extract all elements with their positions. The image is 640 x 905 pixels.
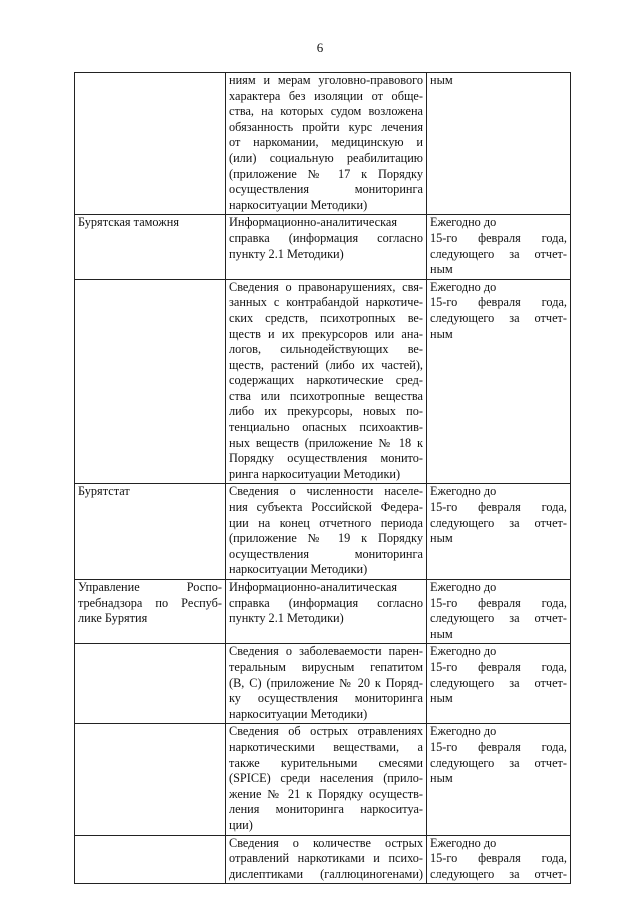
text-line: Ежегодно до (430, 279, 497, 294)
text-line: ления мониторинга наркоситуа- (229, 802, 423, 817)
text-line: 15-го февраля года, (430, 295, 567, 310)
table-row (75, 724, 571, 835)
text-line: следующего за отчет- (430, 755, 567, 770)
text-line: Порядку осуществления монито- (229, 451, 423, 466)
text-line: 15-го февраля года, (430, 230, 567, 245)
text-line: Сведения о заболеваемости парен- (229, 644, 423, 659)
text-line: Ежегодно до (430, 580, 497, 594)
text-line: ным (430, 73, 453, 87)
deadline-cell (427, 279, 571, 484)
text-line: 15-го февраля года, (430, 500, 567, 515)
text-line: Ежегодно до (430, 484, 497, 499)
deadline-cell (427, 580, 571, 644)
text-line: ным (430, 626, 453, 641)
text-line: ниям и мерам уголовно-правового (229, 73, 423, 87)
text-line: ния субъекта Российской Федера- (229, 500, 423, 515)
text-line: отравлений наркотиками и психо- (229, 851, 423, 866)
text-line: ным (430, 531, 453, 546)
text-line: 15-го февраля года, (430, 851, 567, 866)
document-cell (226, 580, 427, 644)
deadline-cell (427, 644, 571, 724)
text-line: ства или психотропные вещества (229, 388, 423, 403)
deadline-cell (427, 835, 571, 884)
text-line: следующего за отчет- (430, 675, 567, 690)
text-line: наркотическими веществами, а (229, 739, 423, 754)
text-line: ских средств, психотропных ве- (229, 310, 423, 325)
text-line: ществ и их прекурсоров или ана- (229, 326, 423, 341)
text-line: ства, на которых судом возложена (229, 104, 423, 119)
text-line: наркоситуации Методики) (229, 197, 368, 212)
text-line: Сведения об острых отравлениях (229, 724, 423, 739)
text-line: ществ, растений (либо их частей), (229, 357, 423, 372)
document-cell (226, 215, 427, 279)
text-line: теральным вирусным гепатитом (229, 659, 423, 674)
text-line: наркоситуации Методики) (229, 562, 368, 577)
text-line: либо их прекурсоры, новых по- (229, 404, 423, 419)
org-name-line: Управление Роспо- (78, 580, 222, 594)
text-line: ции на конец отчетного периода (229, 515, 423, 530)
text-line: 15-го февраля года, (430, 739, 567, 754)
text-line: 15-го февраля года, (430, 659, 567, 674)
text-line: ным (430, 262, 453, 277)
text-line: (или) социальную реабилитацию (229, 150, 423, 165)
text-line: следующего за отчет- (430, 515, 567, 530)
text-line: наркоситуации Методики) (229, 706, 368, 721)
text-line: осуществления мониторинга (229, 182, 423, 197)
monitoring-table (74, 72, 571, 884)
text-line: следующего за отчет- (430, 866, 567, 881)
text-line: ных веществ (приложение № 18 к (229, 435, 423, 450)
table-row (75, 73, 571, 215)
text-line: Информационно-аналитическая (229, 580, 397, 594)
text-line: Сведения о правонарушениях, свя- (229, 279, 423, 294)
deadline-cell (427, 73, 571, 215)
org-cell (75, 644, 226, 724)
text-line: жение № 21 к Порядку осуществ- (229, 786, 423, 801)
document-cell (226, 279, 427, 484)
page-number: 6 (316, 40, 324, 55)
document-cell (226, 724, 427, 835)
text-line: следующего за отчет- (430, 246, 567, 261)
text-line: Ежегодно до (430, 644, 497, 659)
text-line: от наркомании, медицинскую и (229, 135, 423, 150)
text-line: Ежегодно до (430, 835, 497, 850)
text-line: ным (430, 326, 453, 341)
org-name: Бурятстат (78, 484, 130, 499)
text-line: Ежегодно до (430, 724, 497, 739)
text-line: ринга наркоситуации Методики) (229, 466, 401, 481)
text-line: тенциально опасных психоактив- (229, 420, 423, 435)
text-line: (В, С) (приложение № 20 к Поряд- (229, 675, 423, 690)
text-line: логов, сильнодействующих ве- (229, 342, 423, 357)
text-line: следующего за отчет- (430, 310, 567, 325)
text-line: следующего за отчет- (430, 611, 567, 626)
org-cell (75, 279, 226, 484)
text-line: Ежегодно до (430, 215, 497, 230)
table-row (75, 835, 571, 884)
text-line: справка (информация согласно (229, 595, 423, 610)
org-cell (75, 215, 226, 279)
org-name: Бурятская таможня (78, 215, 180, 230)
text-line: ции) (229, 817, 253, 832)
text-line: пункту 2.1 Методики) (229, 611, 344, 626)
text-line: ным (430, 771, 453, 786)
text-line: характера без изоляции от обще- (229, 88, 423, 103)
org-cell (75, 73, 226, 215)
text-line: (SPICE) среди населения (прило- (229, 771, 423, 786)
org-cell (75, 580, 226, 644)
text-line: Информационно-аналитическая (229, 215, 397, 230)
document-cell (226, 484, 427, 580)
document-cell (226, 835, 427, 884)
text-line: ку осуществления мониторинга (229, 691, 423, 706)
org-name-line: требнадзора по Респуб- (78, 595, 222, 610)
text-line: ным (430, 691, 453, 706)
deadline-cell (427, 215, 571, 279)
table-row (75, 644, 571, 724)
text-line: справка (информация согласно (229, 230, 423, 245)
org-cell (75, 484, 226, 580)
text-line: содержащих наркотические сред- (229, 373, 423, 388)
table-row (75, 580, 571, 644)
org-name-line: лике Бурятия (78, 611, 148, 626)
table-row (75, 279, 571, 484)
text-line: Сведения о количестве острых (229, 835, 423, 850)
table-row (75, 484, 571, 580)
text-line: дислептиками (галлюциногенами) (229, 866, 423, 881)
text-line: (приложение № 19 к Порядку (229, 531, 423, 546)
org-cell (75, 835, 226, 884)
deadline-cell (427, 724, 571, 835)
text-line: 15-го февраля года, (430, 595, 567, 610)
org-cell (75, 724, 226, 835)
deadline-cell (427, 484, 571, 580)
table-row (75, 215, 571, 279)
text-line: осуществления мониторинга (229, 546, 423, 561)
document-cell (226, 644, 427, 724)
text-line: пункту 2.1 Методики) (229, 246, 344, 261)
document-cell (226, 73, 427, 215)
text-line: (приложение № 17 к Порядку (229, 166, 423, 181)
text-line: также курительными смесями (229, 755, 423, 770)
text-line: занных с контрабандой наркотиче- (229, 295, 423, 310)
text-line: обязанность пройти курс лечения (229, 119, 423, 134)
text-line: Сведения о численности населе- (229, 484, 423, 499)
